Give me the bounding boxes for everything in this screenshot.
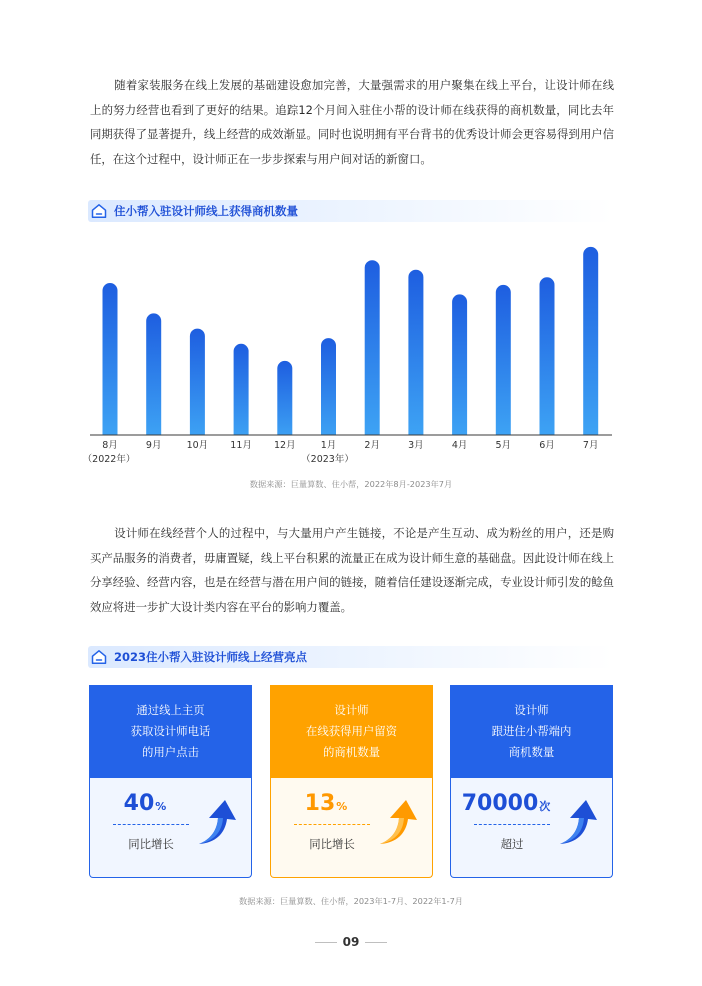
dashed-divider [474,824,550,825]
page-number-rule-left [315,942,337,943]
card-value-number: 70000 [461,791,539,816]
bar-8月 [103,283,118,443]
bar-3月 [408,270,423,443]
card-value-number: 40 [123,791,155,816]
page-number-rule-right [365,942,387,943]
x-tick-label: 8月 [102,440,118,451]
card-body [89,778,252,878]
card-header [270,685,433,778]
house-icon [90,202,108,220]
body-paragraph [90,521,614,619]
card-value [271,791,381,816]
bar-2月 [365,260,380,442]
house-icon [90,648,108,666]
dashed-divider [113,824,189,825]
x-tick-label: 2月 [364,440,380,451]
bar-5月 [496,285,511,443]
x-tick-label: 11月 [230,440,252,451]
x-tick-sublabel: （2022年） [82,454,136,465]
card-value-number: 13 [304,791,336,816]
card-line: 的用户点击 [142,745,199,759]
card-header [89,685,252,778]
dashed-divider [294,824,370,825]
intro-paragraph [90,73,614,171]
bar-7月 [583,247,598,443]
section-header-highlights [88,646,613,668]
bar-chart [82,232,613,472]
card-line: 的商机数量 [323,745,380,759]
x-tick-label: 7月 [582,440,599,451]
card-value-unit: % [155,800,167,813]
card-line: 跟进住小帮端内 [491,724,572,738]
x-tick-label: 12月 [274,440,296,451]
card-value [451,791,561,816]
highlights-source: 数据来源：巨量算数、住小帮，2023年1-7月、2022年1-7月 [239,896,463,906]
x-tick-label: 5月 [495,440,512,451]
highlight-card-followups [450,685,613,878]
x-tick-sublabel: （2023年） [301,454,354,465]
x-tick-label: 4月 [451,440,468,451]
card-header [450,685,613,778]
up-arrow-icon [197,798,237,848]
intro-paragraph-text: 随着家装服务在线上发展的基础建设愈加完善，大量强需求的用户聚集在线上平台，让设计师在线上的努力经营也看到了更好的结果。追踪12个月间入驻住小帮的设计师在线获得的商机数量，同比去年同期获得了显著提升，线上经营的成效渐显。同时也说明拥有平台背书的优秀设计师会更容易得到用户信任，在这个过程中，设计师正在一步步探索与用户间对话的新窗口。 [90,78,614,166]
card-value-unit: % [336,800,348,813]
chart-source: 数据来源：巨量算数、住小帮，2022年8月-2023年7月 [249,479,453,489]
card-body [450,778,613,878]
page-number [0,935,702,949]
card-line: 通过线上主页 [136,703,205,717]
card-line: 设计师 [514,703,549,717]
highlight-card-leads [270,685,433,878]
section-title: 2023住小帮入驻设计师线上经营亮点 [114,650,308,664]
card-body [270,778,433,878]
page-number-text: 09 [342,935,360,949]
up-arrow-icon [378,798,418,848]
baseline-mask [88,436,613,446]
bar-12月 [277,361,292,443]
highlight-card-clicks [89,685,252,878]
section-header-chart [88,200,613,222]
card-caption: 超过 [500,837,524,851]
x-tick-label: 6月 [539,440,555,451]
bar-9月 [146,313,161,442]
card-line: 商机数量 [508,745,555,759]
card-value-unit: 次 [539,800,551,813]
card-caption: 同比增长 [128,837,174,851]
card-value [90,791,200,816]
section-title: 住小帮入驻设计师线上获得商机数量 [114,204,298,218]
bar-4月 [452,294,467,442]
card-line: 在线获得用户留资 [305,724,398,738]
x-tick-label: 3月 [408,440,424,451]
card-line: 获取设计师电话 [130,724,211,738]
x-tick-label: 9月 [145,440,162,451]
up-arrow-icon [558,798,598,848]
bar-6月 [540,277,555,442]
x-tick-label: 10月 [186,440,209,451]
card-line: 设计师 [334,703,369,717]
bar-10月 [190,329,205,443]
x-tick-label: 1月 [320,440,337,451]
body-paragraph-text: 设计师在线经营个人的过程中，与大量用户产生链接，不论是产生互动、成为粉丝的用户，还是购买产品服务的消费者，毋庸置疑，线上平台积累的流量正在成为设计师生意的基础盘。因此设计师在线上分享经验、经营内容，也是在经营与潜在用户间的链接，随着信任建设逐渐完成，专业设计师引发的鲶鱼效应将进一步扩大设计类内容在平台的影响力覆盖。 [90,526,614,614]
bar-11月 [234,344,249,443]
card-caption: 同比增长 [309,837,355,851]
bar-1月 [321,338,336,442]
